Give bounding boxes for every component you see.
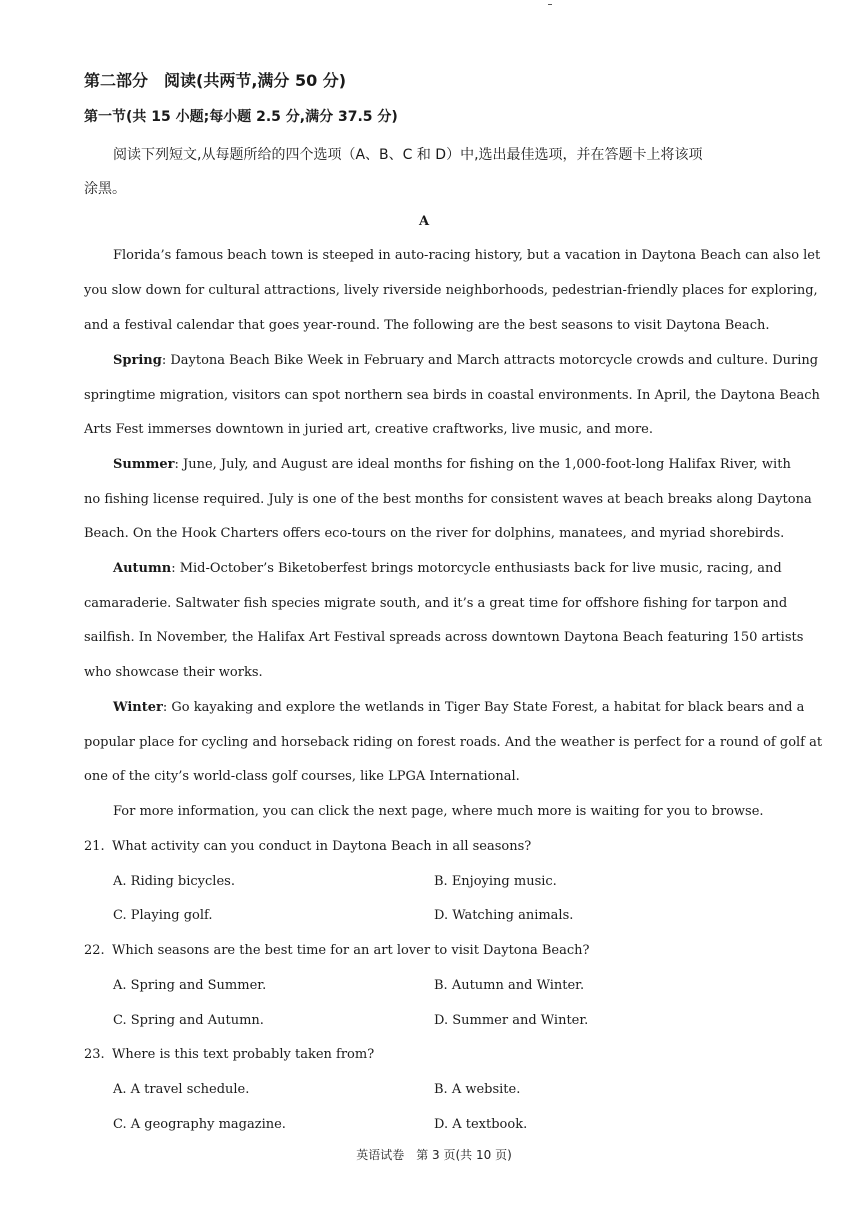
subsection-title: 第一节(共 15 小题;每小题 2.5 分,满分 37.5 分) [84, 109, 398, 125]
q21-option-b: B. Enjoying music. [434, 874, 557, 889]
spring-line-3: Arts Fest immerses downtown in juried art, creative craftworks, live music, and more. [84, 422, 654, 437]
q21-option-a: A. Riding bicycles. [113, 874, 235, 889]
question-22 [84, 943, 590, 958]
winter-label: Winter [113, 700, 163, 715]
question-number: 21. [84, 839, 105, 854]
scan-mark [548, 4, 552, 5]
question-text: Where is this text probably taken from? [112, 1047, 375, 1062]
instructions-line-1: 阅读下列短文,从每题所给的四个选项（A、B、C 和 D）中,选出最佳选项，并在答题卡上将该项 [113, 147, 703, 163]
intro-line-1: Florida’s famous beach town is steeped in auto-racing history, but a vacation in Daytona Beach can also let [113, 248, 821, 263]
page-footer: 英语试卷 第 3 页(共 10 页) [356, 1148, 512, 1162]
q22-option-a: A. Spring and Summer. [113, 978, 267, 993]
closing-line: For more information, you can click the next page, where much more is waiting for you to browse. [113, 804, 764, 819]
autumn-text: : Mid-October’s Biketoberfest brings motorcycle enthusiasts back for live music, racing, and [171, 561, 782, 576]
question-21 [84, 839, 531, 854]
winter-line-2: popular place for cycling and horseback riding on forest roads. And the weather is perfect for a round of golf at [84, 735, 823, 750]
question-text: Which seasons are the best time for an art lover to visit Daytona Beach? [112, 943, 590, 958]
autumn-line-3: sailfish. In November, the Halifax Art Festival spreads across downtown Daytona Beach featuring 150 artists [84, 630, 804, 645]
summer-line-3: Beach. On the Hook Charters offers eco-tours on the river for dolphins, manatees, and myriad shorebirds. [84, 526, 785, 541]
autumn-line-2: camaraderie. Saltwater fish species migrate south, and it’s a great time for offshore fishing for tarpon and [84, 596, 788, 611]
spring-line-1 [113, 353, 819, 368]
question-number: 23. [84, 1047, 105, 1062]
autumn-line-4: who showcase their works. [84, 665, 263, 680]
question-number: 22. [84, 943, 105, 958]
intro-line-2: you slow down for cultural attractions, lively riverside neighborhoods, pedestrian-friendly places for exploring, [84, 283, 818, 298]
q22-option-b: B. Autumn and Winter. [434, 978, 585, 993]
q23-option-b: B. A website. [434, 1082, 521, 1097]
q21-option-d: D. Watching animals. [434, 908, 574, 923]
passage-label: A [418, 214, 430, 229]
section-title: 第二部分 阅读(共两节,满分 50 分) [84, 71, 347, 90]
summer-text: : June, July, and August are ideal months for fishing on the 1,000-foot-long Halifax River, with [174, 457, 791, 472]
summer-line-2: no fishing license required. July is one of the best months for consistent waves at beach breaks along Daytona [84, 492, 812, 507]
spring-label: Spring [113, 353, 162, 368]
autumn-label: Autumn [113, 561, 172, 576]
instructions-line-2: 涂黑。 [84, 181, 126, 197]
question-text: What activity can you conduct in Daytona Beach in all seasons? [112, 839, 532, 854]
winter-line-1 [113, 700, 805, 715]
q22-option-c: C. Spring and Autumn. [113, 1013, 264, 1028]
spring-line-2: springtime migration, visitors can spot northern sea birds in coastal environments. In April, the Daytona Beach [84, 388, 820, 403]
intro-line-3: and a festival calendar that goes year-round. The following are the best seasons to visit Daytona Beach. [84, 318, 770, 333]
summer-label: Summer [113, 457, 175, 472]
q22-option-d: D. Summer and Winter. [434, 1013, 589, 1028]
question-23 [84, 1047, 374, 1062]
q23-option-a: A. A travel schedule. [113, 1082, 250, 1097]
autumn-line-1 [113, 561, 782, 576]
q21-option-c: C. Playing golf. [113, 908, 213, 923]
summer-line-1 [113, 457, 791, 472]
spring-text: : Daytona Beach Bike Week in February and March attracts motorcycle crowds and culture. During [161, 353, 819, 368]
winter-text: : Go kayaking and explore the wetlands in Tiger Bay State Forest, a habitat for black bears and a [162, 700, 805, 715]
q23-option-c: C. A geography magazine. [113, 1117, 286, 1132]
winter-line-3: one of the city’s world-class golf courses, like LPGA International. [84, 769, 520, 784]
q23-option-d: D. A textbook. [434, 1117, 528, 1132]
